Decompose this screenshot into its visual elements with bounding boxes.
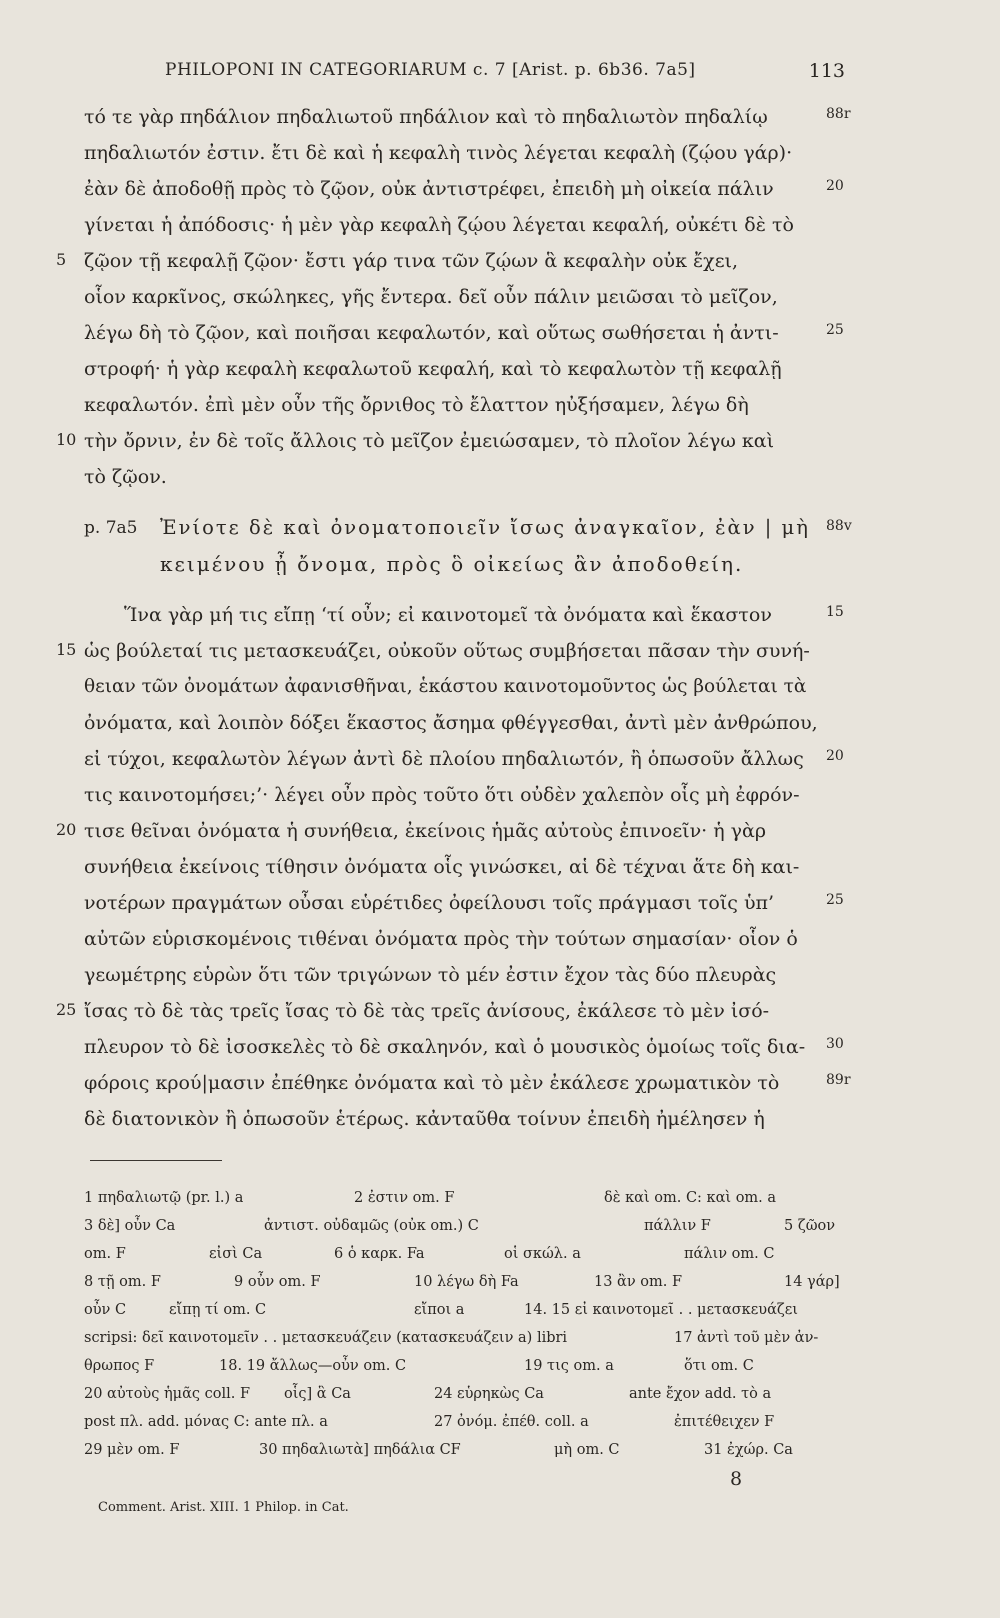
lemma-line-2: κειμένου ᾖ ὄνομα, πρὸς ὃ οἰκείως ἂν ἀποδοθείη. bbox=[160, 552, 744, 576]
apparatus-line: 3 δὲ] οὖν Ca ἀντιστ. οὐδαμῶς (οὐκ om.) C πάλλιν F 5 ζῶον bbox=[84, 1218, 836, 1234]
apparatus-line: 1 πηδαλιωτῷ (pr. l.) a 2 ἐστιν om. F δὲ καὶ om. C: καὶ om. a bbox=[84, 1190, 777, 1206]
text-line: λέγω δὴ τὸ ζῷον, καὶ ποιῆσαι κεφαλωτόν, καὶ οὕτως σωθήσεται ἡ ἀντι- 25 bbox=[84, 322, 844, 344]
text-line: πηδαλιωτόν ἐστιν. ἔτι δὲ καὶ ἡ κεφαλὴ τινὸς λέγεται κεφαλὴ (ζῴου γάρ)· bbox=[84, 142, 793, 164]
text-line: Ἵνα γὰρ μή τις εἴπῃ ‘τί οὖν; εἰ καινοτομεῖ τὰ ὀνόματα καὶ ἕκαστον 15 bbox=[124, 604, 844, 626]
text-line: στροφή· ἡ γὰρ κεφαλὴ κεφαλωτοῦ κεφαλή, καὶ τὸ κεφαλωτὸν τῇ κεφαλῇ bbox=[84, 358, 782, 380]
lemma-margin: 88v bbox=[826, 518, 852, 534]
text-line: οἷον καρκῖνος, σκώληκες, γῆς ἔντερα. δεῖ οὖν πάλιν μειῶσαι τὸ μεῖζον, bbox=[84, 286, 778, 308]
text-line: 5 ζῷον τῇ κεφαλῇ ζῷον· ἔστι γάρ τινα τῶν ζῴων ἃ κεφαλὴν οὐκ ἔχει, bbox=[56, 250, 739, 272]
text-line: φόροις κρού|μασιν ἐπέθηκε ὀνόματα καὶ τὸ μὲν ἐκάλεσε χρωματικὸν τὸ 89r bbox=[84, 1072, 851, 1094]
text-line: νοτέρων πραγμάτων οὖσαι εὑρέτιδες ὀφείλουσι τοῖς πράγμασι τοῖς ὑπ’ 25 bbox=[84, 892, 844, 914]
text-line: 15 ὡς βούλεταί τις μετασκευάζει, οὐκοῦν οὕτως συμβήσεται πᾶσαν τὴν συνή- bbox=[56, 640, 810, 662]
text-line: τὸ ζῷον. bbox=[84, 466, 167, 488]
text-line: ὀνόματα, καὶ λοιπὸν δόξει ἕκαστος ἄσημα φθέγγεσθαι, ἀντὶ μὲν ἀνθρώπου, bbox=[84, 712, 818, 734]
apparatus-line: post πλ. add. μόνας C: ante πλ. a 27 ὀνόμ. ἐπέθ. coll. a ἐπιτέθειχεν F bbox=[84, 1414, 775, 1430]
apparatus-line: scripsi: δεῖ καινοτομεῖν . . μετασκευάζειν (κατασκευάζειν a) libri 17 ἀντὶ τοῦ μὲν ἀν- bbox=[84, 1330, 819, 1346]
header-title: PHILOPONI IN CATEGORIARUM c. 7 [Arist. p. 6b36. 7a5] bbox=[165, 60, 696, 80]
running-header bbox=[165, 60, 845, 80]
text-line: εἰ τύχοι, κεφαλωτὸν λέγων ἀντὶ δὲ πλοίου πηδαλιωτόν, ἢ ὁπωσοῦν ἄλλως 20 bbox=[84, 748, 844, 770]
text-line: πλευρον τὸ δὲ ἰσοσκελὲς τὸ δὲ σκαληνόν, καὶ ὁ μουσικὸς ὁμοίως τοῖς δια- 30 bbox=[84, 1036, 844, 1058]
apparatus-line: θρωπος F 18. 19 ἄλλως—οὖν om. C 19 τις om. a ὅτι om. C bbox=[84, 1358, 754, 1374]
text-line: δὲ διατονικὸν ἢ ὁπωσοῦν ἑτέρως. κἀνταῦθα τοίνυν ἐπειδὴ ἠμέλησεν ἡ bbox=[84, 1108, 765, 1130]
apparatus-line: 20 αὐτοὺς ἡμᾶς coll. F οἷς] ἃ Ca 24 εὑρηκὼς Ca ante ἔχον add. τὸ a bbox=[84, 1386, 772, 1402]
apparatus-line: οὖν C εἴπῃ τί om. C εἴποι a 14. 15 εἰ καινοτομεῖ . . μετασκευάζει bbox=[84, 1302, 798, 1318]
text-line: γίνεται ἡ ἀπόδοσις· ἡ μὲν γὰρ κεφαλὴ ζῴου λέγεται κεφαλή, οὐκέτι δὲ τὸ bbox=[84, 214, 794, 236]
page-number: 113 bbox=[808, 60, 845, 82]
text-line: 10 τὴν ὄρνιν, ἐν δὲ τοῖς ἄλλοις τὸ μεῖζον ἐμειώσαμεν, τὸ πλοῖον λέγω καὶ bbox=[56, 430, 775, 452]
text-line: ἐὰν δὲ ἀποδοθῇ πρὸς τὸ ζῷον, οὐκ ἀντιστρέφει, ἐπειδὴ μὴ οἰκεία πάλιν 20 bbox=[84, 178, 844, 200]
text-line: αὐτῶν εὑρισκομένοις τιθέναι ὀνόματα πρὸς τὴν τούτων σημασίαν· οἷον ὁ bbox=[84, 928, 798, 950]
text-line: τις καινοτομήσει;’· λέγει οὖν πρὸς τοῦτο ὅτι οὐδὲν χαλεπὸν οἷς μὴ ἐφρόν- bbox=[84, 784, 800, 806]
text-line: 25 ἴσας τὸ δὲ τὰς τρεῖς ἴσας τὸ δὲ τὰς τρεῖς ἀνίσους, ἐκάλεσε τὸ μὲν ἰσό- bbox=[56, 1000, 770, 1022]
lemma-reference: p. 7a5 bbox=[84, 518, 138, 538]
text-line: θειαν τῶν ὀνομάτων ἀφανισθῆναι, ἑκάστου καινοτομοῦντος ὡς βούλεται τὰ bbox=[84, 676, 807, 697]
text-line: κεφαλωτόν. ἐπὶ μὲν οὖν τῆς ὄρνιθος τὸ ἔλαττον ηὐξήσαμεν, λέγω δὴ bbox=[84, 394, 749, 416]
apparatus-line: om. F εἰσὶ Ca 6 ὁ καρκ. Fa οἱ σκώλ. a πάλιν om. C bbox=[84, 1246, 775, 1262]
text-line: συνήθεια ἐκείνοις τίθησιν ὀνόματα οἷς γινώσκει, αἱ δὲ τέχναι ἅτε δὴ και- bbox=[84, 856, 800, 878]
text-line: 20 τισε θεῖναι ὀνόματα ἡ συνήθεια, ἐκείνοις ἡμᾶς αὐτοὺς ἐπινοεῖν· ἡ γὰρ bbox=[56, 820, 767, 842]
signature-mark: 8 bbox=[730, 1468, 743, 1490]
lemma-line-1: Ἐνίοτε δὲ καὶ ὀνοματοποιεῖν ἴσως ἀναγκαῖον, ἐὰν | μὴ bbox=[160, 516, 810, 539]
apparatus-line: 29 μὲν om. F 30 πηδαλιωτὰ] πηδάλια CF μὴ om. C 31 ἐχώρ. Ca bbox=[84, 1442, 793, 1458]
text-line: γεωμέτρης εὑρὼν ὅτι τῶν τριγώνων τὸ μέν ἐστιν ἔχον τὰς δύο πλευρὰς bbox=[84, 964, 777, 986]
apparatus-line: 8 τῇ om. F 9 οὖν om. F 10 λέγω δὴ Fa 13 ἂν om. F 14 γάρ] bbox=[84, 1274, 840, 1290]
page-footer: Comment. Arist. XIII. 1 Philop. in Cat. bbox=[98, 1500, 349, 1515]
footnote-rule bbox=[90, 1160, 222, 1161]
text-line: τό τε γὰρ πηδάλιον πηδαλιωτοῦ πηδάλιον καὶ τὸ πηδαλιωτὸν πηδαλίῳ 88r bbox=[84, 106, 851, 128]
